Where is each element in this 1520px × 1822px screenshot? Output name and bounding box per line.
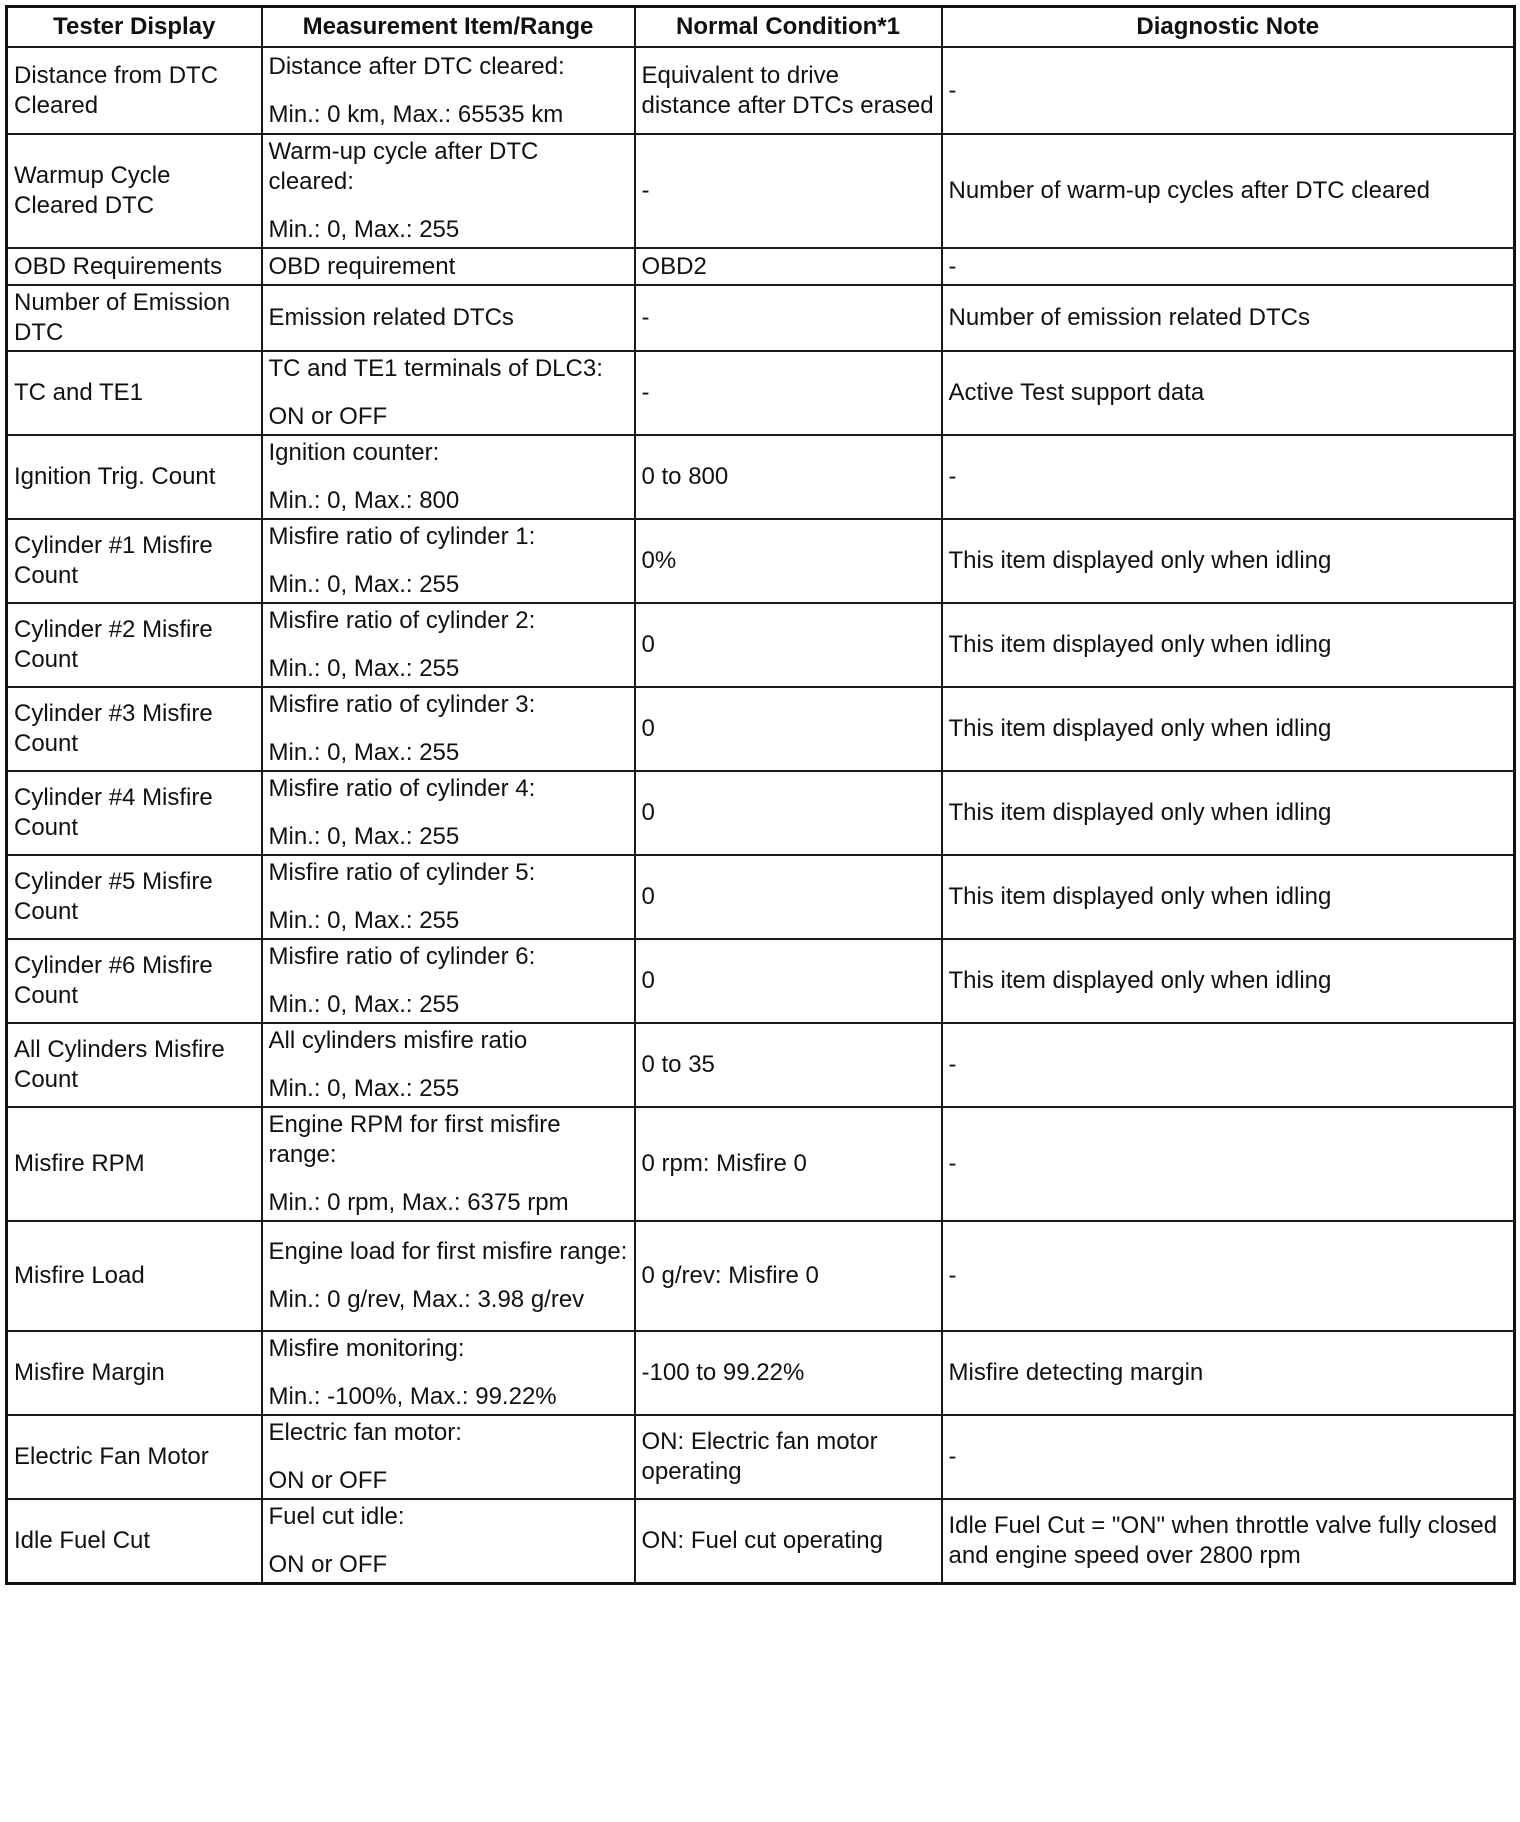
- normal-condition-cell: 0: [635, 771, 942, 855]
- measurement-cell: [262, 519, 635, 603]
- measurement-range: [269, 52, 628, 130]
- table-row: [7, 248, 1515, 285]
- measurement-item: Misfire monitoring:: [268, 1335, 465, 1362]
- measurement-range: [269, 1026, 628, 1104]
- normal-condition-cell: OBD2: [635, 248, 942, 285]
- spacer: [269, 384, 628, 402]
- measurement-range: [269, 354, 628, 432]
- measurement-range-value: Min.: 0, Max.: 255: [268, 991, 460, 1018]
- tester-display-cell: Cylinder #4 Misfire Count: [7, 771, 262, 855]
- measurement-cell: [262, 855, 635, 939]
- header-row: [7, 7, 1515, 48]
- measurement-item: Engine RPM for first misfire range:: [268, 1111, 561, 1168]
- diagnostic-note-cell: -: [942, 248, 1515, 285]
- measurement-cell: [262, 1221, 635, 1331]
- measurement-range: [269, 858, 628, 936]
- spacer: [269, 1448, 628, 1466]
- normal-condition-cell: 0 to 35: [635, 1023, 942, 1107]
- table-row: [7, 435, 1515, 519]
- measurement-cell: [262, 603, 635, 687]
- table-row: [7, 771, 1515, 855]
- spacer: [269, 720, 628, 738]
- measurement-range: [269, 1418, 628, 1496]
- measurement-item: Misfire ratio of cylinder 6:: [268, 943, 536, 970]
- diagnostic-note-cell: This item displayed only when idling: [942, 771, 1515, 855]
- measurement-item: Emission related DTCs: [268, 304, 514, 331]
- tester-display-cell: Electric Fan Motor: [7, 1415, 262, 1499]
- measurement-range-value: Min.: 0 g/rev, Max.: 3.98 g/rev: [268, 1286, 585, 1313]
- spacer: [269, 972, 628, 990]
- measurement-item: Misfire ratio of cylinder 2:: [268, 607, 536, 634]
- tester-display-cell: Idle Fuel Cut: [7, 1499, 262, 1584]
- measurement-item: Misfire ratio of cylinder 5:: [268, 859, 536, 886]
- measurement-cell: [262, 47, 635, 134]
- measurement-cell: [262, 771, 635, 855]
- measurement-range: [269, 1502, 628, 1580]
- table-body: [7, 47, 1515, 1584]
- table-row: [7, 603, 1515, 687]
- measurement-cell: [262, 1331, 635, 1415]
- diagnostic-note-cell: -: [942, 47, 1515, 134]
- measurement-range-value: Min.: 0, Max.: 255: [268, 216, 460, 243]
- spacer: [269, 1056, 628, 1074]
- normal-condition-cell: Equivalent to drive distance after DTCs erased: [635, 47, 942, 134]
- measurement-item: Misfire ratio of cylinder 3:: [268, 691, 536, 718]
- header-measurement-item: Measurement Item/Range: [262, 7, 635, 48]
- measurement-cell: [262, 435, 635, 519]
- measurement-cell: [262, 1023, 635, 1107]
- measurement-range-value: Min.: 0, Max.: 255: [268, 739, 460, 766]
- measurement-range-value: ON or OFF: [268, 1551, 388, 1578]
- measurement-item: OBD requirement: [268, 252, 456, 280]
- diagnostic-note-cell: -: [942, 435, 1515, 519]
- diagnostic-note-cell: Misfire detecting margin: [942, 1331, 1515, 1415]
- spacer: [269, 82, 628, 100]
- table-row: [7, 1023, 1515, 1107]
- header-normal-condition: Normal Condition*1: [635, 7, 942, 48]
- table-row: [7, 351, 1515, 435]
- normal-condition-cell: 0: [635, 855, 942, 939]
- measurement-range-value: Min.: 0 km, Max.: 65535 km: [268, 100, 564, 128]
- table-row: [7, 519, 1515, 603]
- spacer: [269, 1170, 628, 1188]
- measurement-item: Electric fan motor:: [268, 1419, 462, 1446]
- measurement-range: [269, 438, 628, 516]
- table-row: [7, 134, 1515, 248]
- normal-condition-cell: 0 rpm: Misfire 0: [635, 1107, 942, 1221]
- normal-condition-cell: 0 to 800: [635, 435, 942, 519]
- measurement-range-value: Min.: 0 rpm, Max.: 6375 rpm: [268, 1189, 569, 1216]
- tester-display-cell: Misfire RPM: [7, 1107, 262, 1221]
- normal-condition-cell: 0: [635, 603, 942, 687]
- tester-display-cell: Number of Emission DTC: [7, 285, 262, 351]
- header-diagnostic-note: Diagnostic Note: [942, 7, 1515, 48]
- diagnostic-note-cell: This item displayed only when idling: [942, 519, 1515, 603]
- table-row: [7, 855, 1515, 939]
- diagnostic-note-cell: This item displayed only when idling: [942, 603, 1515, 687]
- table-row: [7, 1331, 1515, 1415]
- spacer: [269, 888, 628, 906]
- diagnostic-note-cell: This item displayed only when idling: [942, 687, 1515, 771]
- measurement-range: [269, 522, 628, 600]
- measurement-range-value: Min.: 0, Max.: 255: [268, 1075, 460, 1102]
- measurement-range: [269, 303, 628, 333]
- measurement-cell: [262, 1107, 635, 1221]
- normal-condition-cell: 0 g/rev: Misfire 0: [635, 1221, 942, 1331]
- table-row: [7, 1415, 1515, 1499]
- normal-condition-cell: -: [635, 285, 942, 351]
- diagnostic-note-cell: -: [942, 1221, 1515, 1331]
- normal-condition-cell: 0: [635, 687, 942, 771]
- measurement-range-value: Min.: 0, Max.: 255: [268, 655, 460, 682]
- measurement-range-value: Min.: 0, Max.: 255: [268, 823, 460, 850]
- diagnostic-note-cell: This item displayed only when idling: [942, 855, 1515, 939]
- measurement-item: Misfire ratio of cylinder 4:: [268, 775, 536, 802]
- measurement-item: Engine load for first misfire range:: [268, 1238, 628, 1265]
- normal-condition-cell: -: [635, 351, 942, 435]
- measurement-range: [269, 252, 628, 282]
- spacer: [269, 1532, 628, 1550]
- measurement-range-value: ON or OFF: [268, 403, 388, 430]
- measurement-cell: [262, 351, 635, 435]
- measurement-item: TC and TE1 terminals of DLC3:: [268, 355, 603, 382]
- normal-condition-cell: -: [635, 134, 942, 248]
- table-row: [7, 285, 1515, 351]
- diagnostic-note-cell: Idle Fuel Cut = "ON" when throttle valve fully closed and engine speed over 2800 rpm: [942, 1499, 1515, 1584]
- measurement-cell: [262, 1499, 635, 1584]
- measurement-range: [269, 606, 628, 684]
- measurement-cell: [262, 1415, 635, 1499]
- normal-condition-cell: ON: Electric fan motor operating: [635, 1415, 942, 1499]
- spacer: [269, 804, 628, 822]
- measurement-item: Misfire ratio of cylinder 1:: [268, 523, 536, 550]
- measurement-cell: [262, 134, 635, 248]
- measurement-range-value: Min.: 0, Max.: 255: [268, 907, 460, 934]
- measurement-range: [269, 690, 628, 768]
- diagnostic-note-cell: -: [942, 1415, 1515, 1499]
- measurement-range: [269, 137, 628, 245]
- tester-display-cell: Cylinder #3 Misfire Count: [7, 687, 262, 771]
- table-row: [7, 1107, 1515, 1221]
- measurement-range: [269, 1334, 628, 1412]
- tester-display-cell: Ignition Trig. Count: [7, 435, 262, 519]
- measurement-cell: [262, 939, 635, 1023]
- diagnostic-note-cell: Number of emission related DTCs: [942, 285, 1515, 351]
- tester-display-cell: Cylinder #1 Misfire Count: [7, 519, 262, 603]
- tester-display-cell: Cylinder #2 Misfire Count: [7, 603, 262, 687]
- tester-display-cell: Misfire Margin: [7, 1331, 262, 1415]
- measurement-range-value: Min.: 0, Max.: 255: [268, 571, 460, 598]
- spacer: [269, 1364, 628, 1382]
- measurement-range-value: ON or OFF: [268, 1467, 388, 1494]
- normal-condition-cell: 0%: [635, 519, 942, 603]
- diagnostic-note-cell: This item displayed only when idling: [942, 939, 1515, 1023]
- measurement-range-value: Min.: 0, Max.: 800: [268, 487, 460, 514]
- table-row: [7, 687, 1515, 771]
- spacer: [269, 197, 628, 215]
- measurement-cell: [262, 248, 635, 285]
- measurement-item: Distance after DTC cleared:: [268, 52, 565, 80]
- spacer: [269, 636, 628, 654]
- tester-display-cell: Warmup Cycle Cleared DTC: [7, 134, 262, 248]
- header-tester-display: Tester Display: [7, 7, 262, 48]
- data-list-table-container: [5, 5, 1515, 1585]
- diagnostic-note-cell: Active Test support data: [942, 351, 1515, 435]
- normal-condition-cell: -100 to 99.22%: [635, 1331, 942, 1415]
- measurement-range: [269, 942, 628, 1020]
- table-row: [7, 1221, 1515, 1331]
- measurement-item: All cylinders misfire ratio: [268, 1027, 528, 1054]
- measurement-item: Fuel cut idle:: [268, 1503, 405, 1530]
- spacer: [269, 468, 628, 486]
- measurement-item: Ignition counter:: [268, 439, 440, 466]
- table-row: [7, 939, 1515, 1023]
- table-row: [7, 1499, 1515, 1584]
- diagnostic-note-cell: -: [942, 1023, 1515, 1107]
- spacer: [269, 1267, 628, 1285]
- measurement-cell: [262, 687, 635, 771]
- data-list-table: [5, 5, 1516, 1585]
- tester-display-cell: Misfire Load: [7, 1221, 262, 1331]
- measurement-range: [269, 774, 628, 852]
- measurement-item: Warm-up cycle after DTC cleared:: [268, 138, 539, 195]
- tester-display-cell: OBD Requirements: [7, 248, 262, 285]
- normal-condition-cell: 0: [635, 939, 942, 1023]
- table-row: [7, 47, 1515, 134]
- measurement-range-value: Min.: -100%, Max.: 99.22%: [268, 1383, 557, 1410]
- measurement-cell: [262, 285, 635, 351]
- tester-display-cell: Cylinder #5 Misfire Count: [7, 855, 262, 939]
- measurement-range: [269, 1237, 628, 1315]
- normal-condition-cell: ON: Fuel cut operating: [635, 1499, 942, 1584]
- diagnostic-note-cell: -: [942, 1107, 1515, 1221]
- tester-display-cell: TC and TE1: [7, 351, 262, 435]
- diagnostic-note-cell: Number of warm-up cycles after DTC cleared: [942, 134, 1515, 248]
- spacer: [269, 552, 628, 570]
- tester-display-cell: Distance from DTC Cleared: [7, 47, 262, 134]
- tester-display-cell: All Cylinders Misfire Count: [7, 1023, 262, 1107]
- tester-display-cell: Cylinder #6 Misfire Count: [7, 939, 262, 1023]
- measurement-range: [269, 1110, 628, 1218]
